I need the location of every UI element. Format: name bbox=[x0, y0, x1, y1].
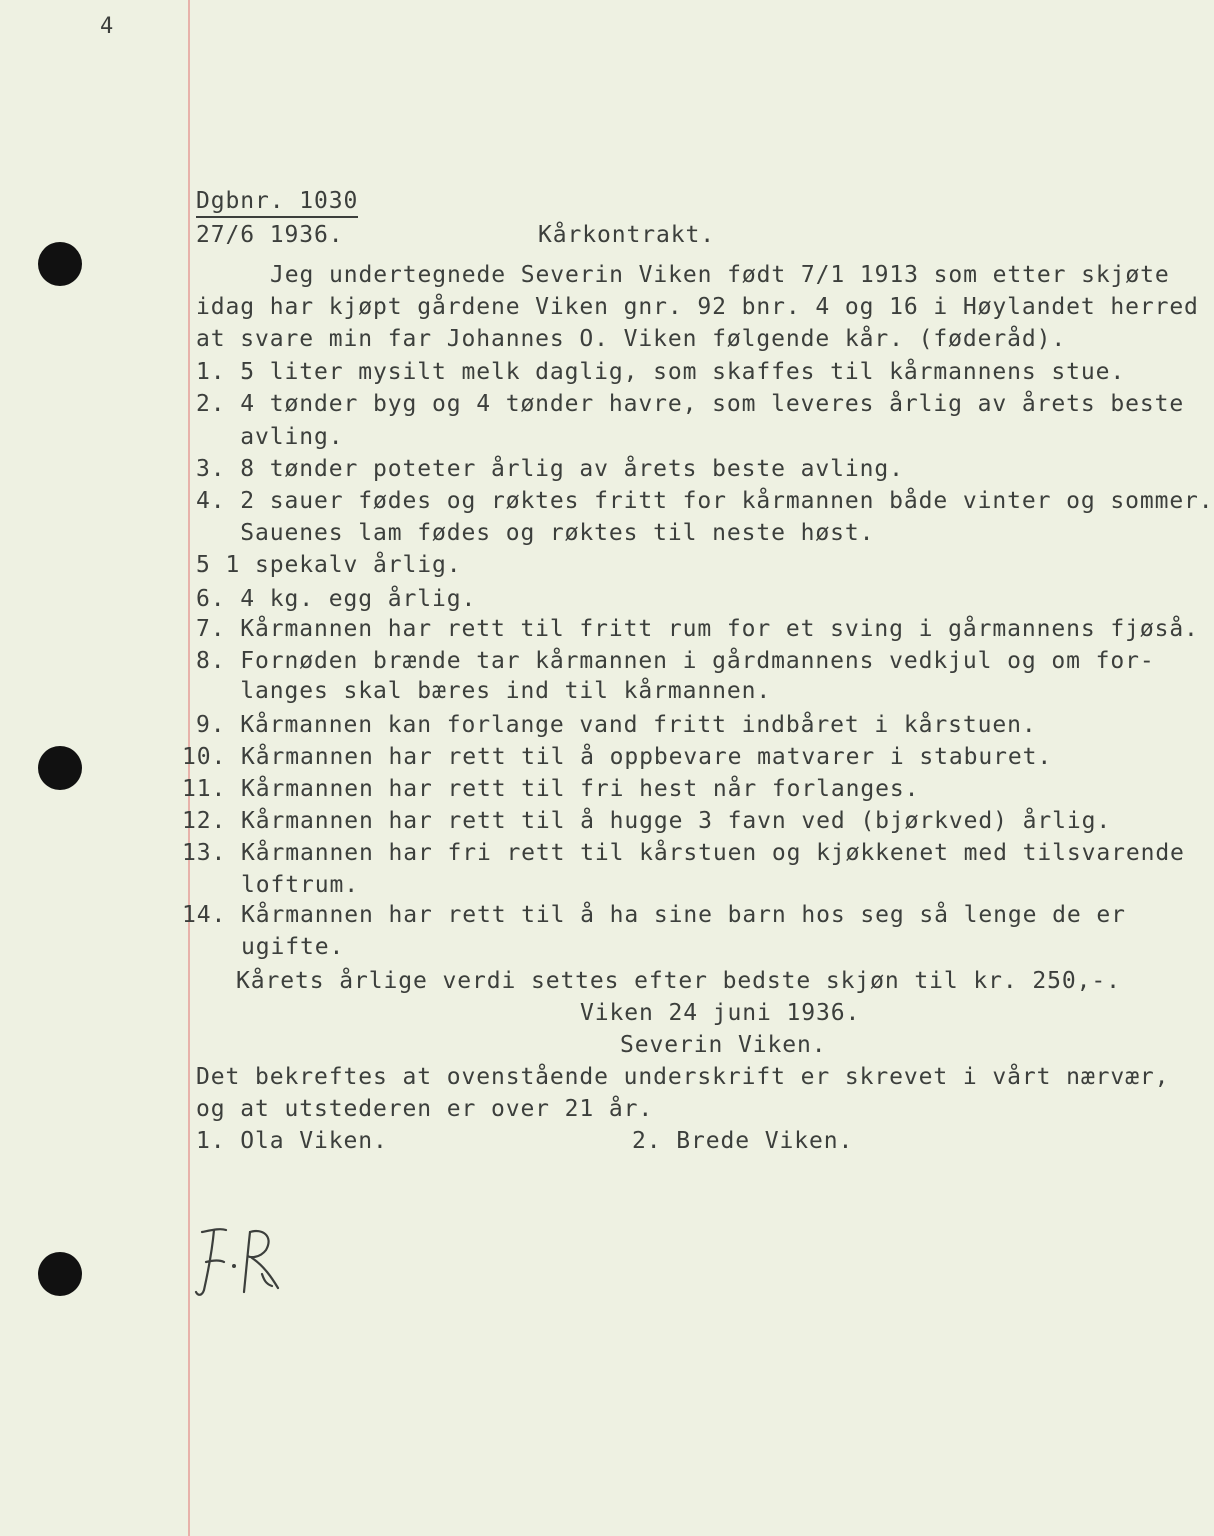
witness-statement: Det bekreftes at ovenstående underskrift er skrevet i vårt nærvær, bbox=[196, 1064, 1170, 1090]
list-item: 8. Fornøden brænde tar kårmannen i gårdmannens vedkjul og om for- bbox=[196, 648, 1155, 674]
document-title: Kårkontrakt. bbox=[538, 222, 715, 248]
list-item: 11. Kårmannen har rett til fri hest når forlanges. bbox=[182, 776, 920, 802]
list-item: 13. Kårmannen har fri rett til kårstuen og kjøkkenet med tilsvarende bbox=[182, 840, 1185, 866]
list-item: 7. Kårmannen har rett til fritt rum for et sving i gårmannens fjøså. bbox=[196, 616, 1199, 642]
list-item: 5 1 spekalv årlig. bbox=[196, 552, 462, 578]
document-date: 27/6 1936. bbox=[196, 222, 344, 248]
handwritten-initials-icon bbox=[192, 1222, 282, 1302]
intro-line: Jeg undertegnede Severin Viken født 7/1 1913 som etter skjøte bbox=[270, 262, 1170, 288]
list-item: 14. Kårmannen har rett til å ha sine barn hos seg så lenge de er bbox=[182, 902, 1126, 928]
list-item: 4. 2 sauer fødes og røktes fritt for kårmannen både vinter og sommer. bbox=[196, 488, 1214, 514]
signer-name: Severin Viken. bbox=[620, 1032, 827, 1058]
page-number: 4 bbox=[100, 14, 115, 39]
witness-two: 2. Brede Viken. bbox=[632, 1128, 854, 1154]
list-item: loftrum. bbox=[182, 872, 359, 898]
list-item: ugifte. bbox=[182, 934, 345, 960]
list-item: 3. 8 tønder poteter årlig av årets beste avling. bbox=[196, 456, 904, 482]
intro-line: idag har kjøpt gårdene Viken gnr. 92 bnr. 4 og 16 i Høylandet herred bbox=[196, 294, 1199, 320]
witness-one: 1. Ola Viken. bbox=[196, 1128, 388, 1154]
list-item: 9. Kårmannen kan forlange vand fritt indbåret i kårstuen. bbox=[196, 712, 1037, 738]
list-item: avling. bbox=[196, 424, 344, 450]
valuation-line: Kårets årlige verdi settes efter bedste skjøn til kr. 250,-. bbox=[236, 968, 1121, 994]
intro-line: at svare min far Johannes O. Viken følgende kår. (føderåd). bbox=[196, 326, 1067, 352]
witness-statement: og at utstederen er over 21 år. bbox=[196, 1096, 654, 1122]
list-item: langes skal bæres ind til kårmannen. bbox=[196, 678, 772, 704]
punch-hole bbox=[38, 1252, 82, 1296]
list-item: 1. 5 liter mysilt melk daglig, som skaffes til kårmannens stue. bbox=[196, 359, 1126, 385]
list-item: 6. 4 kg. egg årlig. bbox=[196, 586, 477, 612]
place-date: Viken 24 juni 1936. bbox=[580, 1000, 861, 1026]
list-item: 12. Kårmannen har rett til å hugge 3 favn ved (bjørkved) årlig. bbox=[182, 808, 1112, 834]
journal-number: Dgbnr. 1030 bbox=[196, 186, 358, 218]
list-item: 10. Kårmannen har rett til å oppbevare matvarer i staburet. bbox=[182, 744, 1053, 770]
list-item: 2. 4 tønder byg og 4 tønder havre, som leveres årlig av årets beste bbox=[196, 391, 1185, 417]
list-item: Sauenes lam fødes og røktes til neste høst. bbox=[196, 520, 875, 546]
punch-hole bbox=[38, 746, 82, 790]
punch-hole bbox=[38, 242, 82, 286]
